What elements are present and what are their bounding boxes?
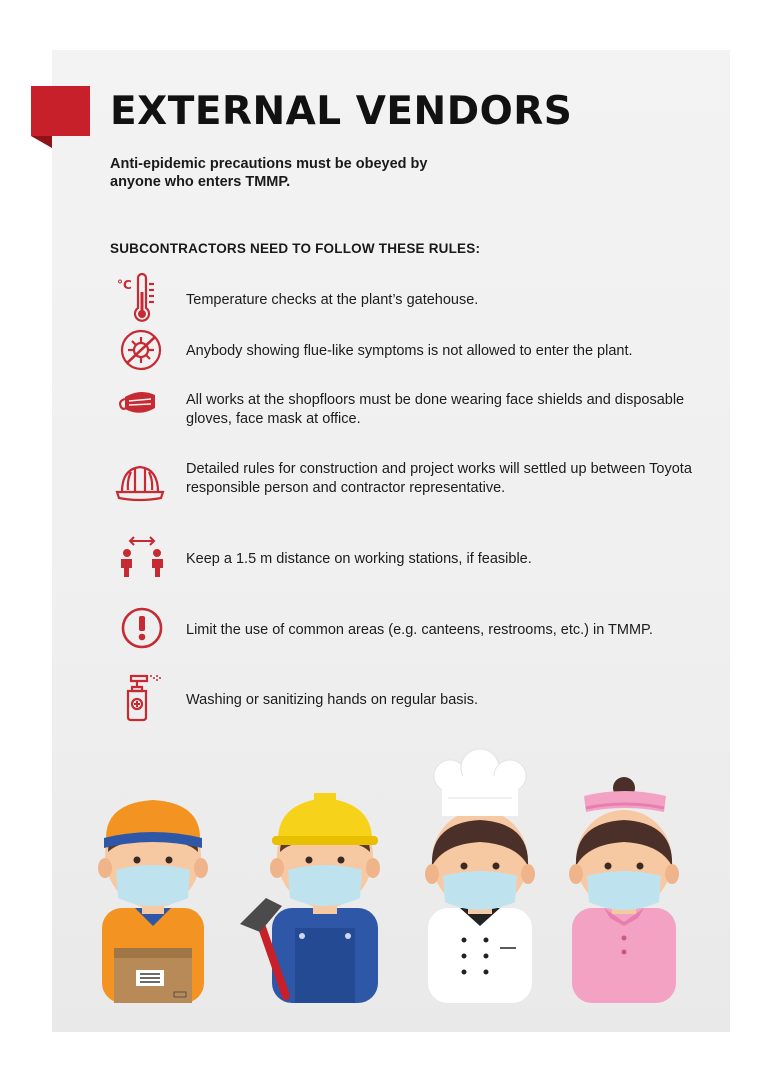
rule-2-text: Anybody showing flue-like symptoms is not allowed to enter the plant. xyxy=(186,343,633,359)
rule-5-text: Keep a 1.5 m distance on working stations, if feasible. xyxy=(186,551,532,567)
rule-4-text: Detailed rules for construction and project works will settled up between Toyota responsible person and contractor representative. xyxy=(186,461,692,496)
workers-illustration xyxy=(90,748,700,1008)
page-subtitle: Anti-epidemic precautions must be obeyed by anyone who enters TMMP. xyxy=(110,156,428,190)
svg-text:°C: °C xyxy=(117,278,132,292)
social-distance-icon xyxy=(115,531,169,585)
rule-1-text: Temperature checks at the plant’s gatehouse. xyxy=(186,292,479,308)
construction-worker-figure xyxy=(240,793,380,1003)
hand-sanitizer-icon xyxy=(114,671,168,725)
thermometer-icon xyxy=(113,272,167,326)
rules-heading: SUBCONTRACTORS NEED TO FOLLOW THESE RULES: xyxy=(110,241,481,256)
hard-hat-icon xyxy=(113,456,167,510)
rule-7-text: Washing or sanitizing hands on regular basis. xyxy=(186,692,479,708)
rule-3-text: All works at the shopfloors must be done wearing face shields and disposable gloves, face mask at office. xyxy=(186,392,685,427)
rule-6-text: Limit the use of common areas (e.g. canteens, restrooms, etc.) in TMMP. xyxy=(186,622,653,638)
chef-figure xyxy=(425,749,535,1003)
face-mask-icon xyxy=(113,375,167,429)
delivery-worker-figure xyxy=(98,800,208,1003)
no-virus-icon xyxy=(114,323,168,377)
nurse-figure xyxy=(569,777,679,1003)
page-title: EXTERNAL VENDORS xyxy=(110,89,573,134)
red-corner-tab xyxy=(31,86,90,136)
warning-icon xyxy=(115,601,169,655)
red-tab-fold xyxy=(31,136,52,148)
